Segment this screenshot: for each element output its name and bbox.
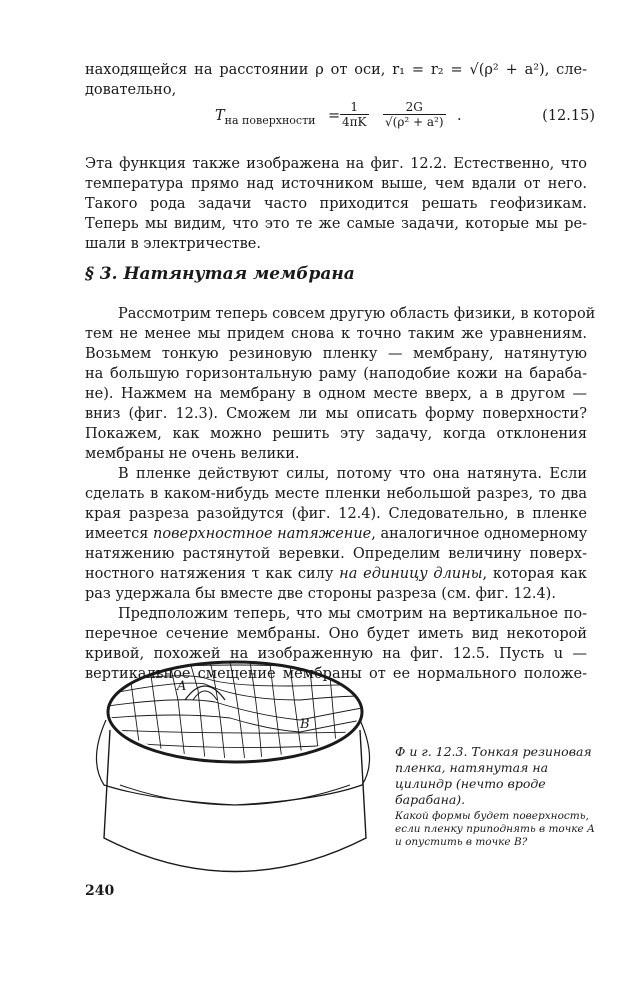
text-line: находящейся на расстоянии ρ от оси, r₁ = r₂ = √(ρ² + a²), сле- <box>85 62 587 78</box>
fraction-1: $\frac{1}{4\pi K}$ <box>342 100 367 129</box>
cylinder-body <box>104 730 366 872</box>
cloth-fold <box>120 785 350 805</box>
fraction-2: $\frac{2G}{\text{√(ρ² + a²)}}$ <box>385 100 444 129</box>
text-line: имеется поверхностное натяжение, аналогичное одномерному <box>85 526 588 542</box>
text-line: Возьмем тонкую резиновую пленку — мембрану, натянутую <box>85 346 587 362</box>
caption-note: Какой формы будет поверхность, если пленку приподнять в точке A и опустить в точке B? <box>395 810 595 848</box>
text-line: шали в электричестве. <box>85 236 261 252</box>
text-line: раз удержала бы вместе две стороны разреза (см. фиг. 12.4). <box>85 586 556 602</box>
drum-rim <box>108 662 362 762</box>
text-line: Предположим теперь, что мы смотрим на вертикальное по- <box>118 606 587 622</box>
text-line: тем не менее мы придем снова к точно таким же уравнениям. <box>85 326 587 342</box>
text-line: не). Нажмем на мембрану в одном месте вверх, а в другом — <box>85 386 587 402</box>
text-line: Такого рода задачи часто приходится решать геофизикам. <box>85 196 587 212</box>
text-line: мембраны не очень велики. <box>85 446 300 462</box>
text-line: Покажем, как можно решить эту задачу, когда отклонения <box>85 426 587 442</box>
formula-period: . <box>457 108 462 124</box>
equation-number: (12.15) <box>542 108 595 124</box>
text-line: температура прямо над источником выше, чем вдали от него. <box>85 176 587 192</box>
text-line: Теперь мы видим, что это те же самые задачи, которые мы ре- <box>85 216 587 232</box>
point-a-label: A <box>177 679 187 694</box>
text-line: края разреза разойдутся (фиг. 12.4). Следовательно, в пленке <box>85 506 587 522</box>
equals-sign: = <box>328 108 341 124</box>
text-line: сделать в каком-нибудь месте пленки небольшой разрез, то два <box>85 486 587 502</box>
figure-caption <box>395 744 595 849</box>
point-b-label: B <box>300 717 310 732</box>
caption-title: Ф и г. 12.3. Тонкая резиновая пленка, натянутая на цилиндр (нечто вроде барабана). <box>395 744 592 807</box>
section-heading: § 3. Натянутая мембрана <box>85 264 355 284</box>
page-number: 240 <box>85 883 115 899</box>
text-line: ностного натяжения τ как силу на единицу длины, которая как <box>85 566 587 582</box>
text-line: перечное сечение мембраны. Оно будет иметь вид некоторой <box>85 626 587 642</box>
text-line: натяжению растянутой веревки. Определим величину поверх- <box>85 546 587 562</box>
text-line: кривой, похожей на изображенную на фиг. 12.5. Пусть u — <box>85 646 587 662</box>
bump-contour <box>185 686 225 700</box>
text-line: вертикальное смещение мембраны от ее нормального положе- <box>85 666 587 682</box>
text-line: В пленке действуют силы, потому что она натянута. Если <box>118 466 587 482</box>
text-line: Рассмотрим теперь совсем другую область физики, в которой <box>118 306 596 322</box>
text-line: Эта функция также изображена на фиг. 12.2. Естественно, что <box>85 156 587 172</box>
text-line: довательно, <box>85 82 177 98</box>
text-line: на большую горизонтальную раму (наподобие кожи на бараба- <box>85 366 587 382</box>
formula-lhs: $T_{на поверхности}$ <box>215 108 316 127</box>
text-line: вниз (фиг. 12.3). Сможем ли мы описать форму поверхности? <box>85 406 587 422</box>
